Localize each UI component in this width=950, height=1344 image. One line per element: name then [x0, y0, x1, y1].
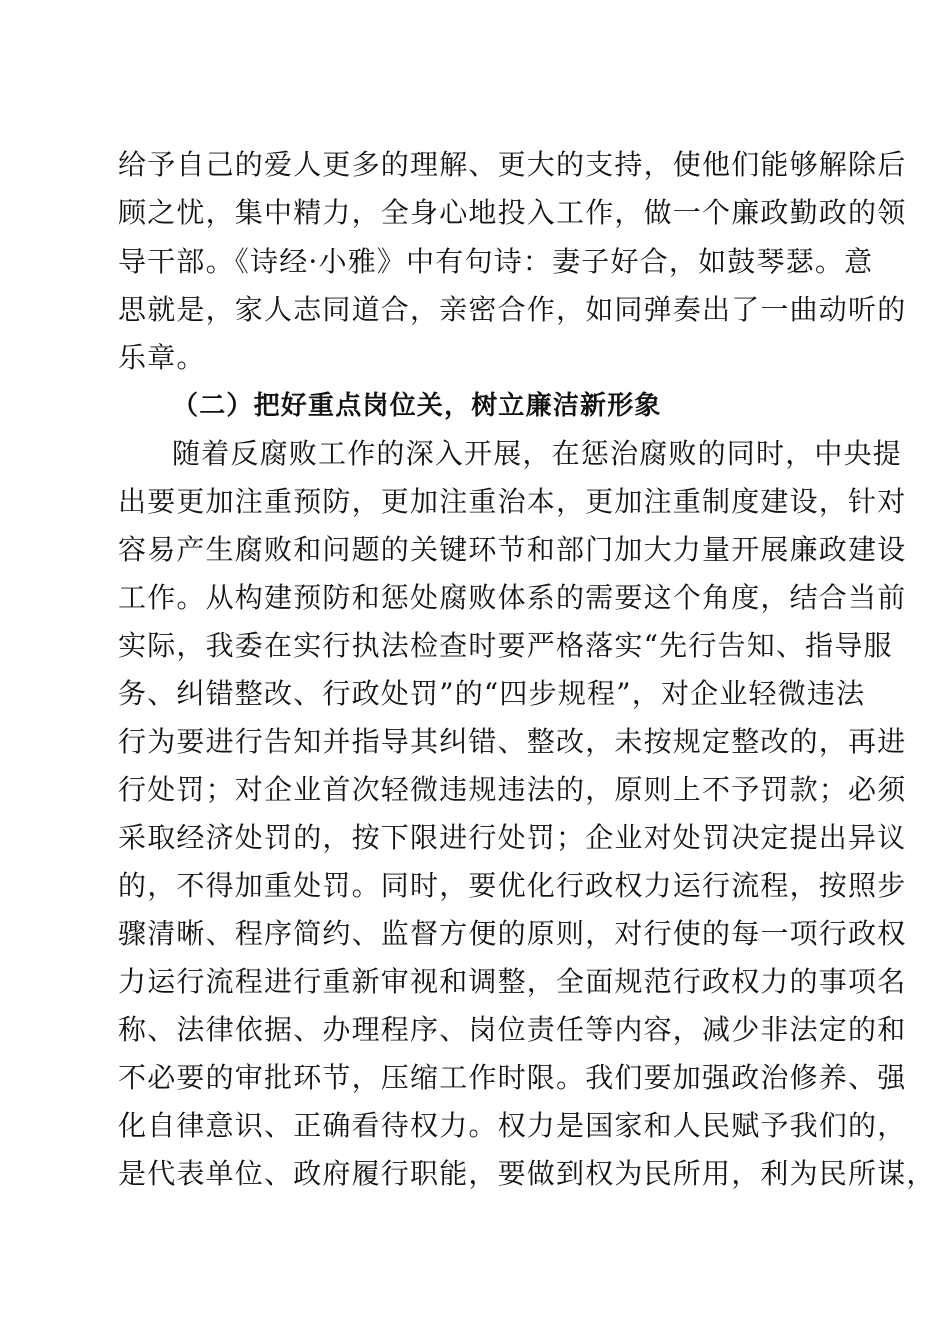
paragraph-line: 出要更加注重预防，更加注重治本，更加注重制度建设，针对: [118, 485, 907, 518]
paragraph-line: 实际，我委在实行执法检查时要严格落实“先行告知、指导服: [118, 629, 893, 662]
paragraph-line: 随着反腐败工作的深入开展，在惩治腐败的同时，中央提: [172, 437, 903, 470]
paragraph-line: 行为要进行告知并指导其纠错、整改，未按规定整改的，再进: [118, 725, 907, 758]
paragraph-line: 给予自己的爱人更多的理解、更大的支持，使他们能够解除后: [118, 148, 907, 181]
paragraph-line: 工作。从构建预防和惩处腐败体系的需要这个角度，结合当前: [118, 581, 907, 614]
paragraph-line: 容易产生腐败和问题的关键环节和部门加大力量开展廉政建设: [118, 533, 907, 566]
section-heading: （二）把好重点岗位关，树立廉洁新形象: [172, 391, 662, 421]
paragraph-line: 务、纠错整改、行政处罚”的“四步规程”，对企业轻微违法: [118, 677, 866, 710]
paragraph-line: 顾之忧，集中精力，全身心地投入工作，做一个廉政勤政的领: [118, 196, 907, 229]
paragraph-line: 是代表单位、政府履行职能，要做到权为民所用，利为民所谋，: [118, 1157, 936, 1190]
paragraph-line: 采取经济处罚的，按下限进行处罚；企业对处罚决定提出异议: [118, 821, 907, 854]
paragraph-line: 行处罚；对企业首次轻微违规违法的，原则上不予罚款；必须: [118, 773, 907, 806]
paragraph-line: 化自律意识、正确看待权力。权力是国家和人民赋予我们的，: [118, 1109, 907, 1142]
paragraph-line: 力运行流程进行重新审视和调整，全面规范行政权力的事项名: [118, 965, 907, 998]
paragraph-line: 乐章。: [118, 341, 206, 374]
paragraph-line: 骤清晰、程序简约、监督方便的原则，对行使的每一项行政权: [118, 917, 907, 950]
paragraph-line: 不必要的审批环节，压缩工作时限。我们要加强政治修养、强: [118, 1061, 907, 1094]
paragraph-line: 思就是，家人志同道合，亲密合作，如同弹奏出了一曲动听的: [118, 293, 907, 326]
paragraph-line: 的，不得加重处罚。同时，要优化行政权力运行流程，按照步: [118, 869, 907, 902]
paragraph-line: 称、法律依据、办理程序、岗位责任等内容，减少非法定的和: [118, 1013, 907, 1046]
paragraph-line: 导干部。《诗经·小雅》中有句诗：妻子好合，如鼓琴瑟。意: [118, 245, 874, 278]
